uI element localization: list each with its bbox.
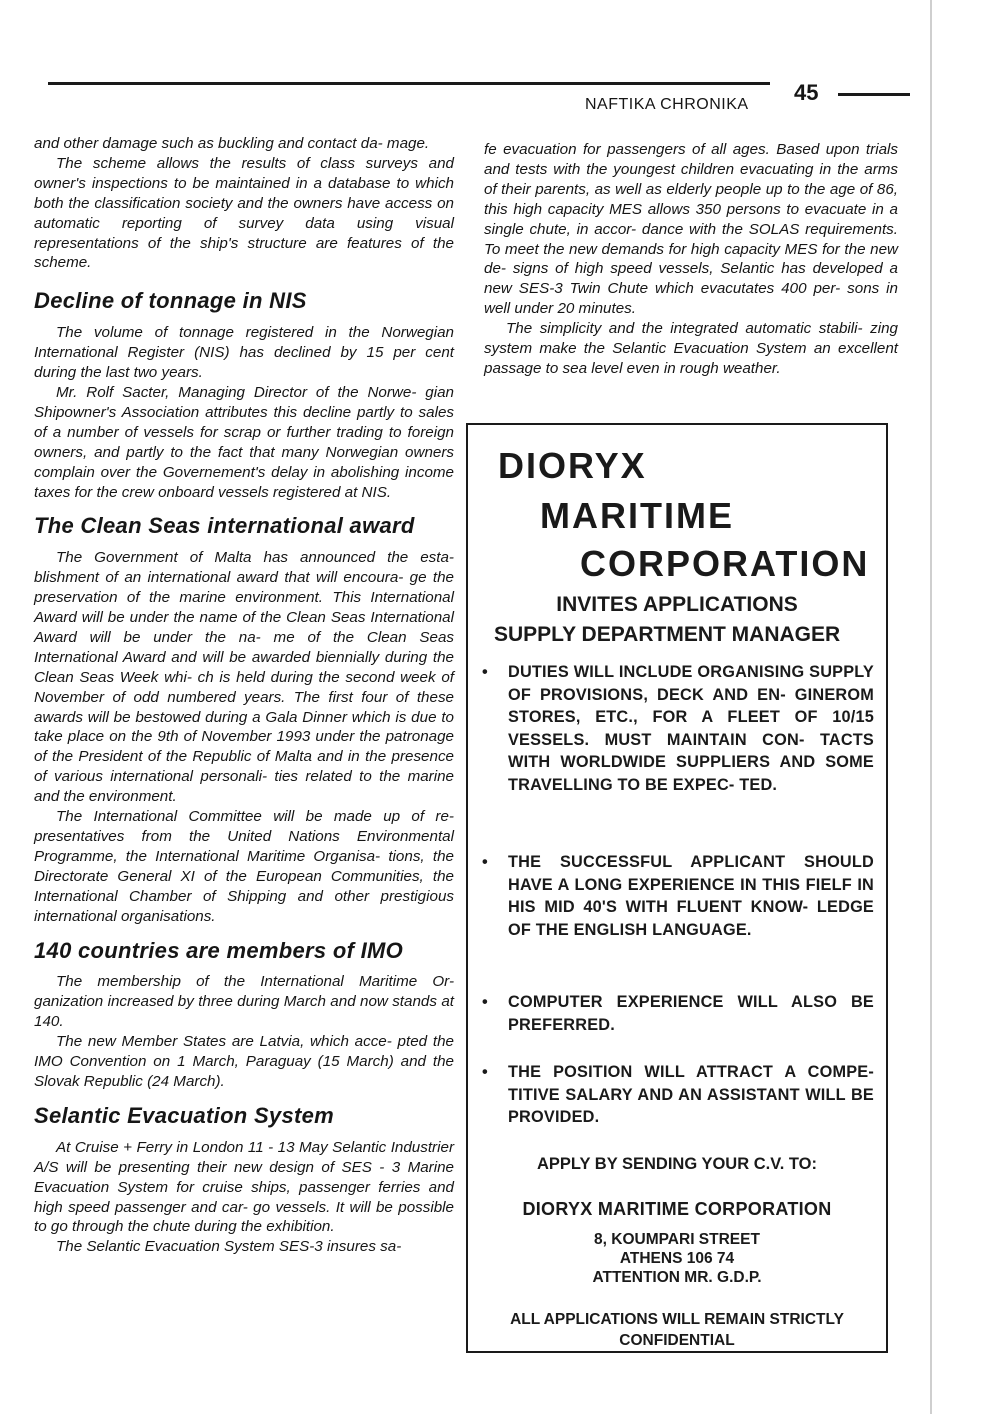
page-number: 45 bbox=[794, 80, 819, 105]
ad-company-line-3: CORPORATION bbox=[580, 543, 870, 584]
article-text: The volume of tonnage registered in the Norwegian International Register (NIS) has declined by 15 per cent during the last two years. bbox=[34, 324, 454, 382]
ad-company-line-1: DIORYX bbox=[498, 445, 647, 486]
heading-clean-seas: The Clean Seas international award bbox=[34, 513, 415, 539]
article-text: The Government of Malta has announced the esta- blishment of an international award that will encoura- ge the preservation of the marine environment. This International Award will be under the name of the Clean Seas International Award will be under the na- me of the Clean Seas International Award and will be awarded biennially during the Clean Seas Week whi- ch is held during the second week of November of odd numbered years. The first four of these awards will be bestowed during a Gala Dinner which is due to take place on the 9th of November 1993 under the patronage of the President of the Republic of Malta and in the presence of various international personali- ties related to the marine and the environment. bbox=[34, 549, 454, 806]
article-text: The simplicity and the integrated automatic stabili- zing system make the Selantic Evacuation System an excellent passage to sea level even in rough weather. bbox=[484, 320, 898, 377]
bullet-icon: • bbox=[482, 1063, 488, 1081]
ad-bullet-text: THE POSITION WILL ATTRACT A COMPE- TITIVE SALARY AND AN ASSISTANT WILL BE PROVIDED. bbox=[508, 1063, 874, 1126]
right-column bbox=[484, 140, 898, 379]
ad-address-attention: ATTENTION MR. G.D.P. bbox=[592, 1269, 762, 1286]
ad-bullet-text: DUTIES WILL INCLUDE ORGANISING SUPPLY OF PROVISIONS, DECK AND EN- GINEROM STORES, ETC., FOR A FLEET OF 10/15 VESSELS. MUST MAINTAIN CON- TACTS WITH WORLDWIDE SUPPLIERS AND SOME TRAVELLING TO BE EXPEC- TED. bbox=[508, 663, 874, 794]
ad-invites: INVITES APPLICATIONS bbox=[556, 593, 798, 616]
article-text: The International Committee will be made up of re- presentatives from the United Nations Environmental Programme, the International Maritime Organisa- tions, the Directorate General XI of the European Communities, the International Chamber of Shipping and other prestigious international organisations. bbox=[34, 808, 454, 925]
article-text: The Selantic Evacuation System SES-3 insures sa- bbox=[56, 1238, 402, 1256]
article-text: fe evacuation for passengers of all ages. Based upon trials and tests with the youngest children evacuating in the arms of their parents, as well as elderly people up to the age of 86, this high capacity MES allows 350 persons to evacuate in a single chute, in accor- dance with the SOLAS requirements. To meet the new demands for high capacity MES for the new de- signs of high speed vessels, Selantic has developed a new SES-3 Twin Chute which evacutates 400 per- sons in well under 20 minutes. bbox=[484, 141, 898, 318]
article-text: Mr. Rolf Sacter, Managing Director of the Norwe- gian Shipowner's Association attributes this decline partly to sales of a number of vessels for scrap or further trading to foreign owners, and partly to the fact that many Norwegian owners complain over the Governement's delay in abolishing income taxes for the crew onboard vessels registered at NIS. bbox=[34, 383, 454, 501]
ad-position-title: SUPPLY DEPARTMENT MANAGER bbox=[494, 623, 841, 646]
heading-selantic: Selantic Evacuation System bbox=[34, 1102, 335, 1128]
article-text: The new Member States are Latvia, which acce- pted the IMO Convention on 1 March, Paraguay (15 March) and the Slovak Republic (24 March). bbox=[34, 1033, 454, 1090]
article-text: At Cruise + Ferry in London 11 - 13 May Selantic Industrier A/S will be presenting their new design of SES - 3 Marine Evacuation System for cruise ships, passenger ferries and high speed passenger and car- go vessels. It will be possible to go through the chute during the exhibition. bbox=[34, 1138, 454, 1236]
ad-bullet-text: COMPUTER EXPERIENCE WILL ALSO BE PREFERRED. bbox=[508, 993, 874, 1034]
header-rule-left bbox=[48, 82, 770, 85]
ad-address-company: DIORYX MARITIME CORPORATION bbox=[522, 1199, 832, 1219]
ad-address-street: 8, KOUMPARI STREET bbox=[594, 1231, 760, 1248]
ad-bullet-duties bbox=[482, 661, 874, 796]
page-edge-shadow bbox=[930, 0, 932, 1414]
article-text: The scheme allows the results of class surveys and owner's inspections to be maintained in a database to which both the classification society and the owners have access on automatic reporting of survey data using visual representations of the ship's structure are features of the scheme. bbox=[34, 154, 454, 272]
heading-nis: Decline of tonnage in NIS bbox=[34, 288, 307, 314]
job-advertisement bbox=[466, 423, 888, 1353]
ad-company-line-2: MARITIME bbox=[540, 495, 734, 536]
ad-bullet-applicant bbox=[482, 851, 874, 941]
bullet-icon: • bbox=[482, 663, 488, 681]
ad-address-city: ATHENS 106 74 bbox=[619, 1250, 735, 1267]
header-rule-right bbox=[838, 93, 910, 96]
ad-apply-instruction: APPLY BY SENDING YOUR C.V. TO: bbox=[537, 1155, 817, 1173]
bullet-icon: • bbox=[482, 853, 488, 871]
running-head: NAFTIKA CHRONIKA bbox=[585, 96, 749, 113]
ad-bullet-salary bbox=[482, 1061, 874, 1129]
ad-bullet-computer bbox=[482, 991, 874, 1036]
article-text: and other damage such as buckling and contact da- mage. bbox=[34, 135, 430, 152]
article-text: The membership of the International Maritime Or- ganization increased by three during March and now stands at 140. bbox=[34, 973, 454, 1031]
heading-imo: 140 countries are members of IMO bbox=[34, 937, 404, 963]
left-column bbox=[34, 134, 454, 1257]
bullet-icon: • bbox=[482, 993, 488, 1011]
ad-bullet-text: THE SUCCESSFUL APPLICANT SHOULD HAVE A LONG EXPERIENCE IN THIS FIELF IN HIS MID 40'S WITH FLUENT KNOW- LEDGE OF THE ENGLISH LANGUAGE. bbox=[508, 853, 874, 939]
ad-closing-note: ALL APPLICATIONS WILL REMAIN STRICTLY CONFIDENTIAL bbox=[510, 1311, 844, 1349]
